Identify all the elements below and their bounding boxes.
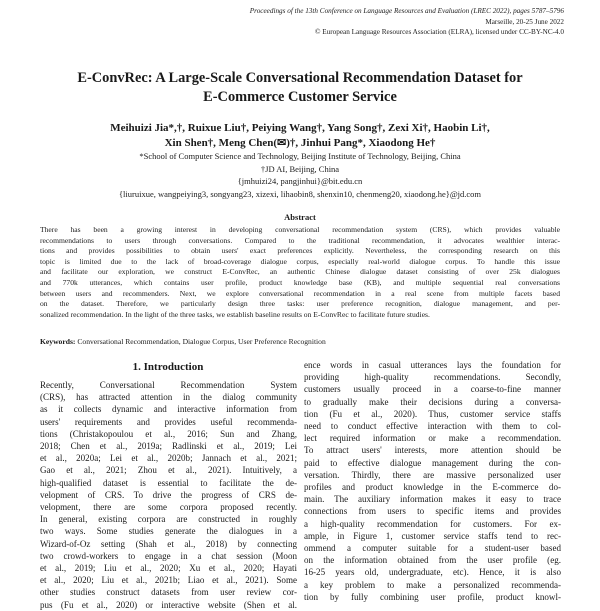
abstract-line: topic is limited due to the lack of broad-coverage dialogue corpus, especially real-world dialogue corpus. To handle this issue [40, 256, 560, 266]
body-line: as it collects dynamic and interactive information from [40, 404, 297, 415]
abstract-line: between users and recommenders. Next, we explore conversational recommendation in a real scene from multiple facets based [40, 288, 560, 298]
body-line: tions (Christakopoulou et al., 2016; Sun and Zhang, [40, 428, 297, 439]
body-line: velopment, there are some corpora proposed recently. [40, 502, 297, 513]
email-line-2: {liuruixue, wangpeiying3, songyang23, xizexi, lihaobin8, shenxin10, chenmeng20, xiaodong.he}@jd.com [118, 188, 482, 199]
body-line: other studies construct datasets from user review cor- [40, 587, 297, 598]
body-line: Wizard-of-Oz setting (Shah et al., 2018) by connecting [40, 538, 297, 549]
body-line: two ways. Some studies generate the dialogues in a [40, 526, 297, 537]
title-line-1: E-ConvRec: A Large-Scale Conversational Recommendation Dataset for [77, 70, 523, 86]
body-line: velopment of CRS. To drive the progress of CRS de- [40, 489, 297, 500]
body-line: To attract users' interests, more attention should be [304, 445, 561, 456]
abstract-line: tions and provides possibilities to obtain users' exact preferences explicitly. Nevertheless, the corresponding research on this [40, 246, 560, 256]
body-line: on the information obtained from the user profile (eg. [304, 555, 561, 566]
body-line: users' requirements and provides useful recommenda- [40, 416, 297, 427]
body-line: 16-25 years old, undergraduate, etc). Hence, it is also [304, 567, 561, 578]
abstract-line: and 770k utterances, which contains user profile, product knowledge base (KB), and multiple sequential real conversations [40, 277, 560, 287]
author-list [40, 121, 560, 151]
venue-line: Marseille, 20-25 June 2022 [485, 17, 564, 26]
keywords-text: Conversational Recommendation, Dialogue Corpus, User Preference Recognition [75, 337, 326, 346]
body-line: tion (Fu et al., 2020). Thus, customer service staffs [304, 408, 561, 419]
body-line: customers usually proceed in a coarse-to-fine manner [304, 384, 561, 395]
body-line: et al., 2019; Liu et al., 2020; Xu et al., 2020; Hayati [40, 563, 297, 574]
abstract-line: recommendations to users through conversations. Compared to the traditional recommendation, it advocates wealthier interac- [40, 235, 560, 245]
authors-line-1: Meihuizi Jia*,†, Ruixue Liu†, Peiying Wang†, Yang Song†, Zexi Xi†, Haobin Li†, [110, 122, 490, 134]
abstract-line: sonalized recommendation. In the light of the three tasks, we establish baseline results on E-ConvRec to facilitate future studies. [40, 309, 430, 319]
body-line: high-qualified dataset is essential to facilitate the de- [40, 477, 297, 488]
left-column [40, 379, 297, 611]
proceedings-header [204, 6, 564, 38]
body-line: Gao et al., 2021; Zhou et al., 2021). Intuitively, a [40, 465, 297, 476]
body-line: a key problem to make a personalized recommenda- [304, 579, 561, 590]
right-column [304, 359, 561, 603]
body-line: ence words in casual utterances lays the foundation for [304, 360, 561, 370]
body-line: paid to effective dialogue management during the con- [304, 457, 561, 468]
body-line: pus (Fu et al., 2020) or interactive website (Shen et al. [40, 599, 297, 610]
proceedings-line: Proceedings of the 13th Conference on Language Resources and Evaluation (LREC 2022), pages 5787–5796 [249, 7, 564, 15]
body-line: et al., 2020; Liu et al., 2021b; Liao et al., 2021). Some [40, 575, 297, 586]
license-line: © European Language Resources Association (ELRA), licensed under CC-BY-NC-4.0 [315, 28, 564, 37]
body-line: et al., 2020a; Lei et al., 2020b; Jannach et al., 2021; [40, 453, 297, 464]
body-line: need to conduct effective interaction with them to col- [304, 421, 561, 432]
email-line-1: {jmhuizi24, pangjinhui}@bit.edu.cn [237, 176, 363, 186]
title-line-2: E-Commerce Customer Service [203, 89, 397, 105]
abstract-heading: Abstract [284, 212, 316, 222]
body-line: two crowd-workers to engage in a chat session (Moon [40, 550, 297, 561]
body-line: lect required information or make a recommendation. [304, 433, 561, 444]
body-line: (CRS), has attracted attention in the dialog community [40, 392, 297, 403]
authors-line-2: Xin Shen†, Meng Chen(✉)†, Jinhui Pang*, Xiaodong He† [164, 137, 436, 149]
body-line: 2018; Chen et al., 2019a; Radlinski et al., 2019; Lei [40, 441, 297, 452]
affiliations [40, 150, 560, 200]
section-heading-introduction: 1. Introduction [132, 361, 204, 373]
body-line: Recently, Conversational Recommendation System [40, 380, 297, 390]
paper-title [40, 69, 560, 107]
body-line: In general, existing corpora are constructed in roughly [40, 514, 297, 525]
abstract-line: and facilitate our exploration, we construct E-ConvRec, an authentic Chinese dialogue dataset consisting of over 25k dialogues [40, 267, 560, 277]
abstract-body [40, 225, 560, 320]
body-line: versation. Thirdly, there are massive personalized user [304, 469, 561, 480]
keywords [40, 337, 560, 347]
body-line: a high-quality recommendation for customers. For ex- [304, 518, 561, 529]
affiliation-2: †JD AI, Beijing, China [260, 163, 340, 174]
abstract-line: There has been a growing interest in developing conversational recommendation system (CRS), which provides valuable [40, 225, 560, 234]
body-line: connections from users to specific items and provides [304, 506, 561, 517]
abstract-line: on the dataset. Therefore, we particularly design three tasks: user preference recognition, dialogue management, and per- [40, 299, 560, 309]
affiliation-1: *School of Computer Science and Technology, Beijing Institute of Technology, Beijing, China [139, 151, 461, 161]
body-line: profiles and product knowledge in the E-commerce do- [304, 482, 561, 493]
body-line: ommend a computer suitable for a student-user based [304, 543, 561, 554]
body-line: to gradually make their decisions during a conversa- [304, 396, 561, 407]
body-line: ample, in Figure 1, customer service staffs tend to rec- [304, 530, 561, 541]
body-line: main. The auxiliary information makes it easy to trace [304, 494, 561, 505]
body-line: tion by fully combining user profile, product knowl- [304, 591, 561, 602]
keywords-label: Keywords: [40, 337, 76, 346]
body-line: providing high-quality recommendations. Secondly, [304, 372, 561, 383]
